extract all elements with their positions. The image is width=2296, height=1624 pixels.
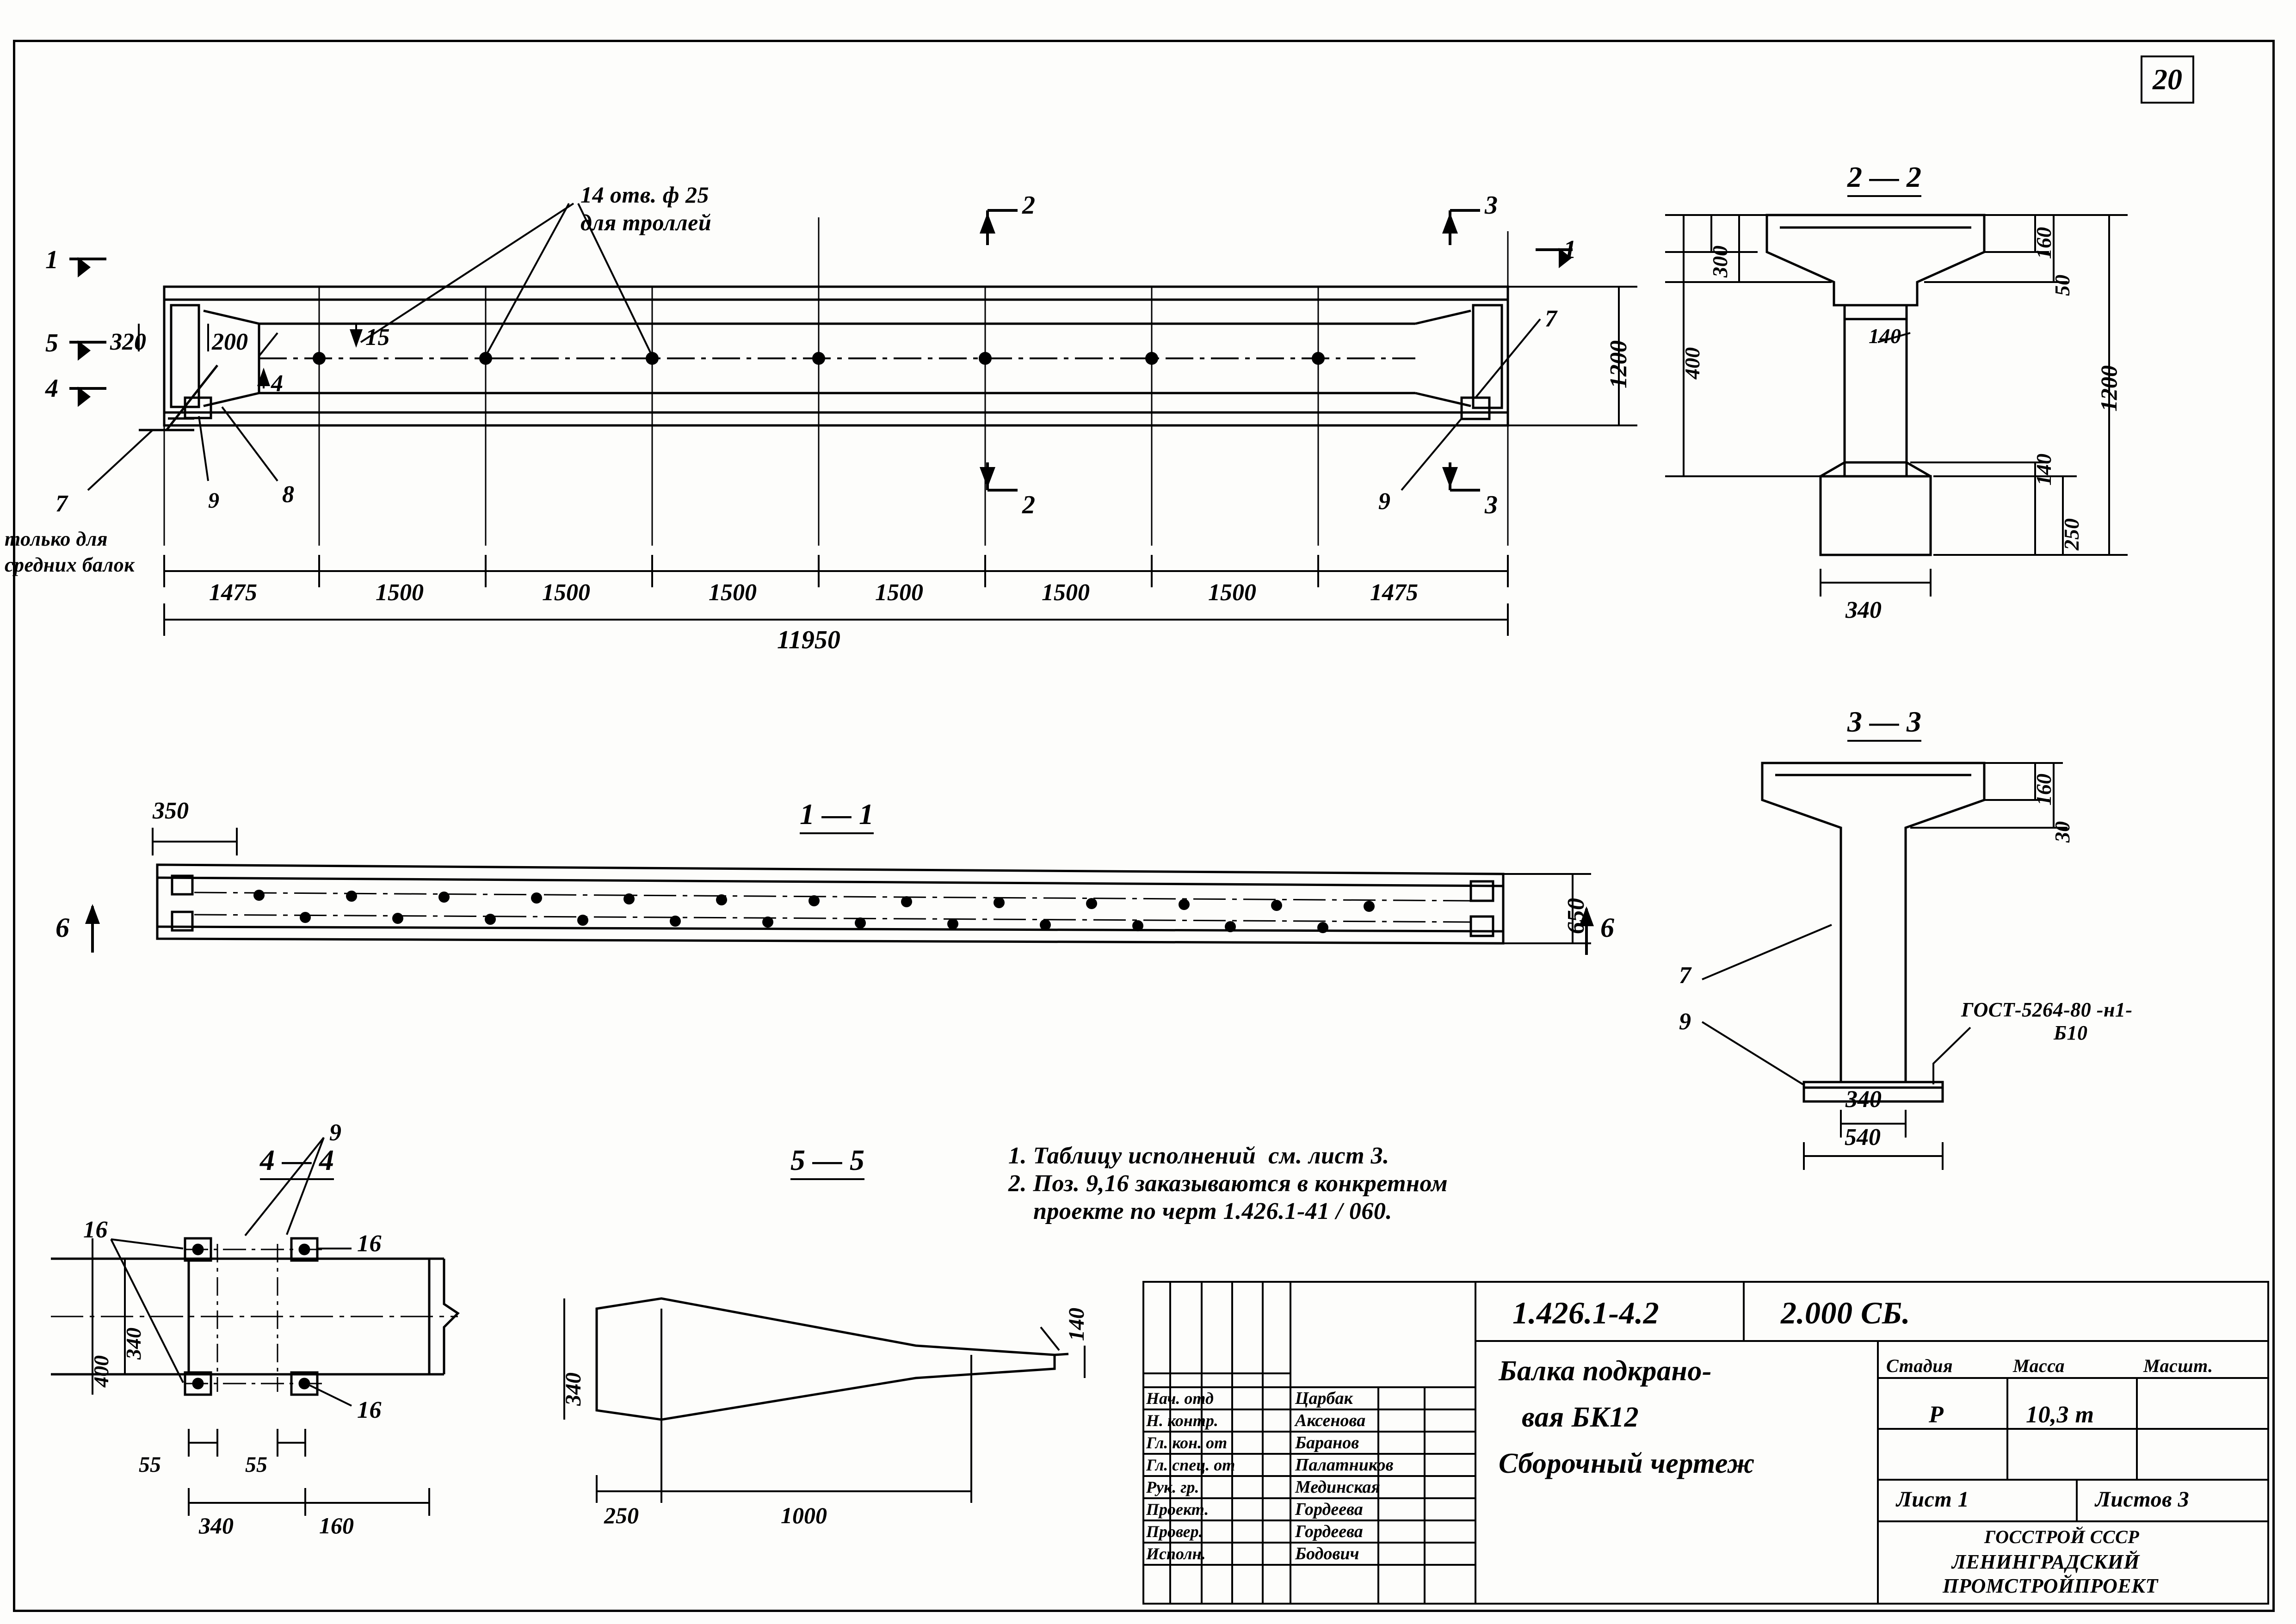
view-title-3-3: 3 — 3 bbox=[1818, 671, 1921, 773]
dim-2-2-340: 340 bbox=[1845, 597, 1882, 623]
section-mark-6-right: 6 bbox=[1600, 912, 1615, 943]
pos-label-9-left: 9 bbox=[208, 488, 220, 513]
dim-5-5-1000: 1000 bbox=[781, 1502, 827, 1528]
mass-label: Масса bbox=[2013, 1355, 2065, 1376]
section-mark-2-bottom: 2 bbox=[1022, 491, 1036, 519]
role-name-0: Царбак bbox=[1295, 1389, 1353, 1408]
section-mark-3-top: 3 bbox=[1485, 191, 1498, 220]
dim-3-3-160: 160 bbox=[2032, 774, 2055, 806]
role-label-5: Проект. bbox=[1146, 1500, 1209, 1519]
org-line-1: ГОССТРОЙ СССР bbox=[1984, 1526, 2140, 1547]
dim-2-2-50: 50 bbox=[2050, 275, 2074, 296]
drawing-title-line-3: Сборочный чертеж bbox=[1499, 1448, 1755, 1479]
role-name-2: Баранов bbox=[1295, 1433, 1359, 1452]
role-label-6: Провер. bbox=[1146, 1522, 1203, 1541]
only-middle-note-line2: средних балок bbox=[5, 554, 135, 576]
stage-value: Р bbox=[1929, 1402, 1944, 1428]
dim-4-4-340-bottom: 340 bbox=[199, 1513, 234, 1538]
view-title-1-1: 1 — 1 bbox=[770, 763, 874, 866]
sheets-label: Листов 3 bbox=[2095, 1487, 2190, 1512]
dim-plan-350: 350 bbox=[153, 798, 189, 824]
dim-4-4-400: 400 bbox=[89, 1355, 113, 1387]
section-mark-1-right: 1 bbox=[1563, 235, 1577, 264]
role-name-3: Палатников bbox=[1295, 1455, 1394, 1475]
bay-dim-5: 1500 bbox=[875, 579, 923, 606]
bay-dim-7: 1500 bbox=[1208, 579, 1256, 606]
dim-4-4-55-right: 55 bbox=[245, 1452, 267, 1477]
weld-note-line2: Б10 bbox=[2054, 1021, 2088, 1044]
dim-320: 320 bbox=[110, 329, 146, 355]
hole-note-line2: для троллей bbox=[580, 209, 712, 235]
dim-elev-height: 1200 bbox=[1605, 340, 1632, 388]
pos-label-15: 15 bbox=[365, 324, 390, 351]
only-middle-note-line1: только для bbox=[5, 528, 108, 550]
dim-4-4-55-left: 55 bbox=[139, 1452, 161, 1477]
title-block-code: 1.426.1-4.2 bbox=[1512, 1295, 1660, 1330]
dim-plan-650: 650 bbox=[1563, 898, 1589, 934]
drawing-title-line-1: Балка подкрано- bbox=[1499, 1355, 1712, 1387]
role-name-5: Гордеева bbox=[1295, 1500, 1363, 1519]
dim-5-5-140: 140 bbox=[1064, 1308, 1089, 1341]
view-title-2-2: 2 — 2 bbox=[1818, 126, 1921, 228]
role-label-3: Гл. спец. от bbox=[1146, 1456, 1235, 1474]
pos-label-7-sec33: 7 bbox=[1679, 962, 1691, 989]
dim-4-4-340: 340 bbox=[122, 1328, 145, 1359]
bay-dim-4: 1500 bbox=[709, 579, 757, 606]
dim-4-4-160: 160 bbox=[319, 1513, 354, 1538]
pos-label-4-left: 4 bbox=[45, 374, 59, 403]
dim-5-5-250: 250 bbox=[604, 1502, 639, 1528]
bay-dim-6: 1500 bbox=[1042, 579, 1090, 606]
pos-label-4-inner: 4 bbox=[271, 370, 284, 397]
bay-dim-1: 1475 bbox=[209, 579, 257, 606]
weld-note-line1: ГОСТ-5264-80 -н1- bbox=[1961, 998, 2133, 1021]
hole-note-line1: 14 отв. ф 25 bbox=[580, 182, 710, 208]
role-name-6: Гордеева bbox=[1295, 1522, 1363, 1541]
section-mark-2-top: 2 bbox=[1022, 191, 1036, 220]
dim-3-3-540: 540 bbox=[1845, 1124, 1881, 1150]
dim-2-2-140-bottom: 140 bbox=[2032, 454, 2055, 486]
dim-2-2-250: 250 bbox=[2060, 518, 2083, 550]
pos-label-7-bottom-left: 7 bbox=[56, 491, 68, 517]
note-3: проекте по черт 1.426.1-41 / 060. bbox=[1008, 1198, 1392, 1224]
pos-label-9-right: 9 bbox=[1378, 488, 1391, 515]
scale-label: Масшт. bbox=[2143, 1355, 2213, 1376]
role-name-4: Мединская bbox=[1295, 1477, 1381, 1497]
dim-2-2-140-web: 140 bbox=[1869, 324, 1901, 348]
bay-dim-3: 1500 bbox=[542, 579, 590, 606]
role-label-1: Н. контр. bbox=[1146, 1411, 1218, 1430]
org-line-3: ПРОМСТРОЙПРОЕКТ bbox=[1943, 1575, 2158, 1597]
dim-2-2-160: 160 bbox=[2032, 227, 2055, 259]
mass-value: 10,3 т bbox=[2026, 1402, 2094, 1428]
view-title-5-5: 5 — 5 bbox=[761, 1109, 864, 1212]
dim-5-5-340: 340 bbox=[561, 1372, 586, 1406]
dim-2-2-1200: 1200 bbox=[2096, 365, 2122, 412]
org-line-2: ЛЕНИНГРАДСКИЙ bbox=[1952, 1550, 2140, 1573]
page-number: 20 bbox=[2153, 63, 2182, 96]
dim-total-length: 11950 bbox=[777, 626, 840, 654]
dim-2-2-300: 300 bbox=[1708, 246, 1732, 277]
dim-3-3-30: 30 bbox=[2050, 821, 2074, 843]
role-label-4: Рук. гр. bbox=[1146, 1478, 1199, 1496]
pos-label-1-left: 1 bbox=[45, 246, 59, 274]
pos-label-9-sec44: 9 bbox=[329, 1120, 342, 1146]
sheet-label: Лист 1 bbox=[1896, 1487, 1969, 1512]
title-block-album: 2.000 СБ. bbox=[1781, 1295, 1911, 1330]
view-title-4-4: 4 — 4 bbox=[230, 1109, 334, 1212]
role-name-1: Аксенова bbox=[1295, 1411, 1366, 1430]
role-label-0: Нач. отд bbox=[1146, 1389, 1214, 1408]
pos-label-16-bottom: 16 bbox=[357, 1397, 382, 1423]
pos-label-9-sec33: 9 bbox=[1679, 1009, 1691, 1035]
stage-label: Стадия bbox=[1886, 1355, 1953, 1376]
pos-label-16-right: 16 bbox=[357, 1230, 382, 1257]
role-name-7: Бодович bbox=[1295, 1544, 1359, 1563]
pos-label-8: 8 bbox=[282, 481, 295, 508]
note-1: 1. Таблицу исполнений см. лист 3. bbox=[1008, 1143, 1389, 1169]
bay-dim-8: 1475 bbox=[1370, 579, 1418, 606]
dim-3-3-340: 340 bbox=[1845, 1086, 1882, 1113]
dim-2-2-400: 400 bbox=[1680, 347, 1704, 379]
pos-label-7-right: 7 bbox=[1545, 306, 1557, 332]
pos-label-5-left: 5 bbox=[45, 329, 59, 357]
dim-200: 200 bbox=[212, 329, 248, 355]
role-label-2: Гл. кон. от bbox=[1146, 1433, 1228, 1452]
section-mark-6-left: 6 bbox=[56, 912, 70, 943]
drawing-title-line-2: вая БК12 bbox=[1522, 1402, 1639, 1433]
section-mark-3-bottom: 3 bbox=[1485, 491, 1498, 519]
role-label-7: Исполн. bbox=[1146, 1544, 1206, 1563]
bay-dim-2: 1500 bbox=[376, 579, 424, 606]
note-2: 2. Поз. 9,16 заказываются в конкретном bbox=[1008, 1170, 1448, 1197]
pos-label-16-left: 16 bbox=[83, 1217, 108, 1243]
